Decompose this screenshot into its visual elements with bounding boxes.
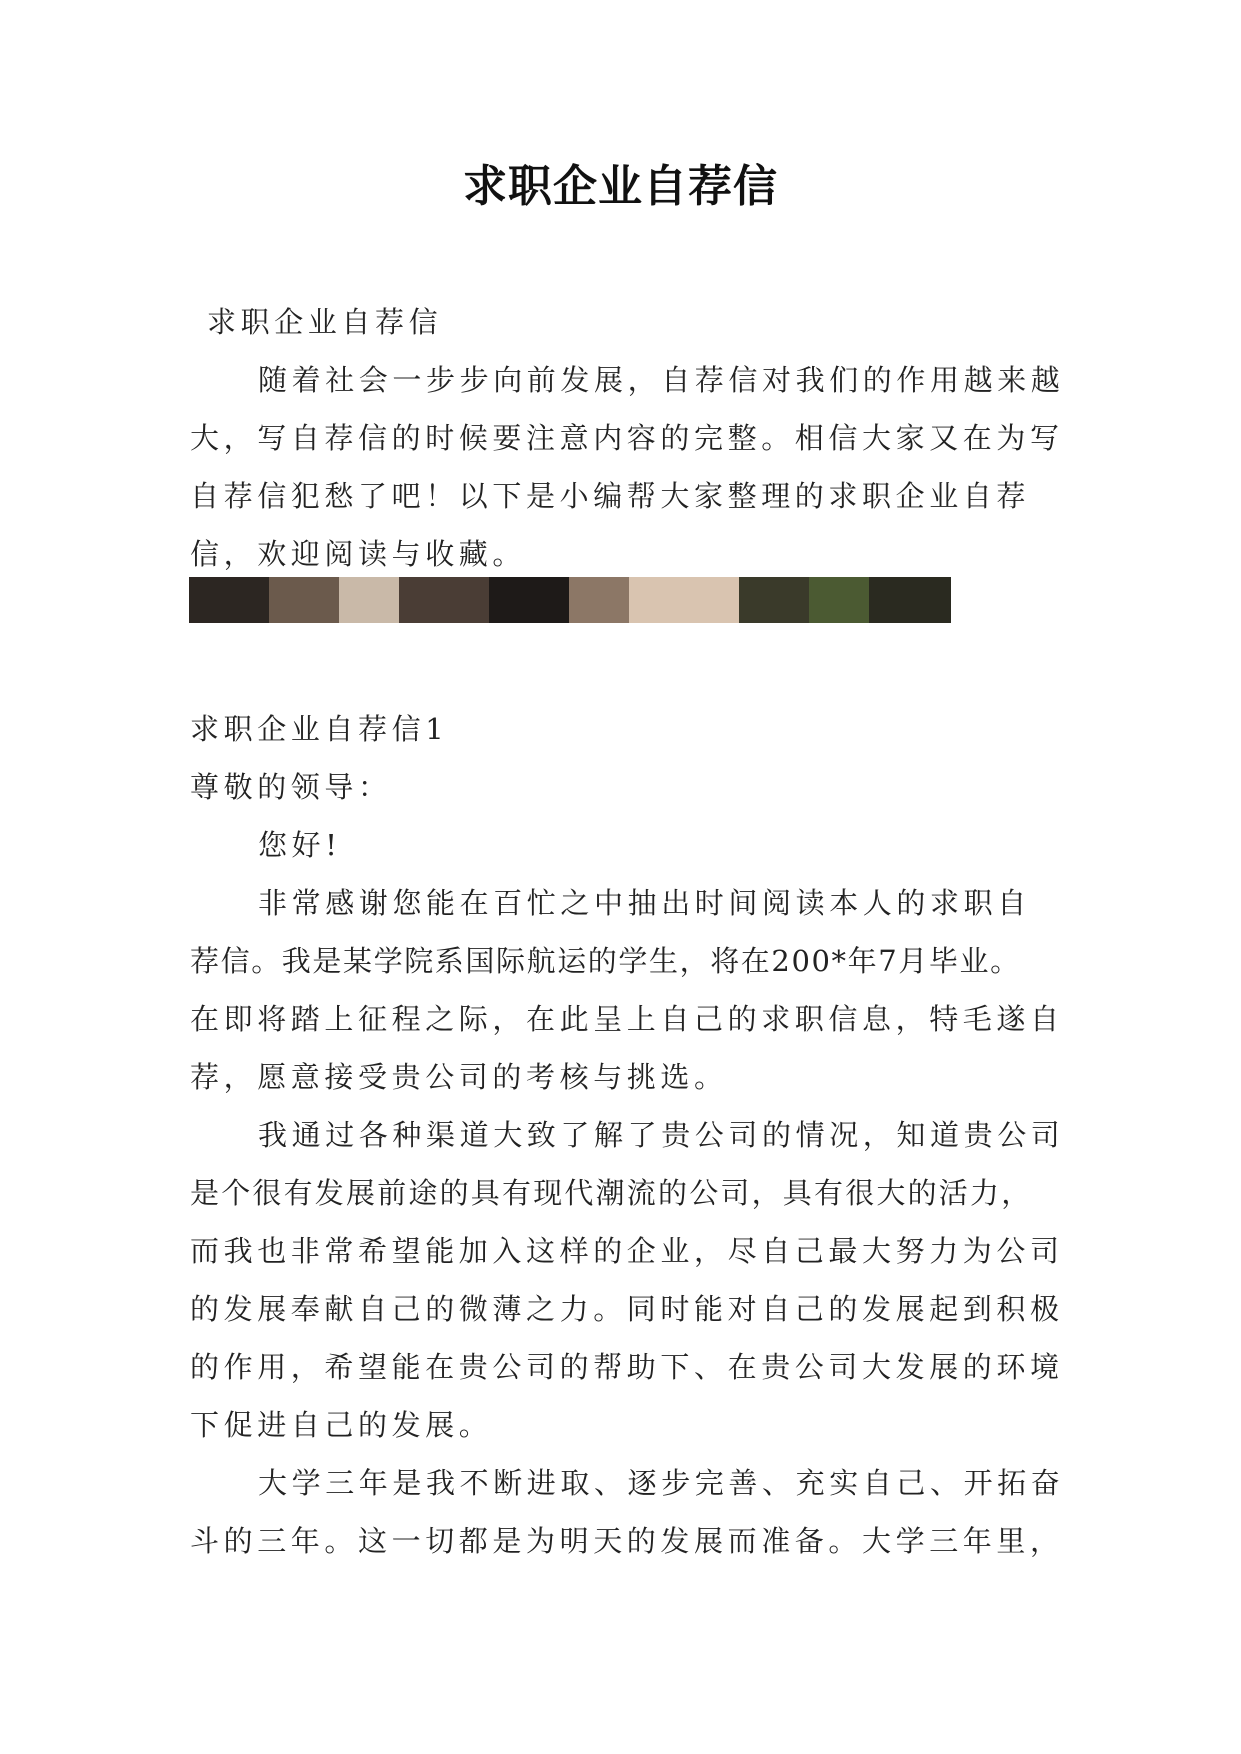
paragraph-line: 在即将踏上征程之际，在此呈上自己的求职信息，特毛遂自 [190,1002,1064,1036]
paragraph-line: 荐，愿意接受贵公司的考核与挑选。 [190,1060,728,1094]
paragraph-line: 是个很有发展前途的具有现代潮流的公司，具有很大的活力， [190,1176,1033,1210]
intro-heading: 求职企业自荐信 [207,305,443,339]
section-heading: 求职企业自荐信1 [190,712,449,746]
salutation: 尊敬的领导： [190,770,392,804]
intro-line: 自荐信犯愁了吧！以下是小编帮大家整理的求职企业自荐 [190,479,1031,513]
paragraph-line: 我通过各种渠道大致了解了贵公司的情况，知道贵公司 [258,1118,1065,1152]
paragraph-line: 荐信。我是某学院系国际航运的学生，将在200*年7月毕业。 [190,944,1021,978]
intro-line: 随着社会一步步向前发展，自荐信对我们的作用越来越 [258,363,1065,397]
paragraph-line: 的发展奉献自己的微薄之力。同时能对自己的发展起到积极 [190,1292,1064,1326]
document-title: 求职企业自荐信 [463,161,778,212]
paragraph-line: 而我也非常希望能加入这样的企业，尽自己最大努力为公司 [190,1234,1064,1268]
intro-line: 信，欢迎阅读与收藏。 [190,537,527,571]
greeting: 您好! [258,828,342,862]
cropped-photo [189,577,951,623]
paragraph-line: 斗的三年。这一切都是为明天的发展而准备。大学三年里， [190,1524,1064,1558]
paragraph-line: 大学三年是我不断进取、逐步完善、充实自己、开拓奋 [258,1466,1065,1500]
paragraph-line: 的作用，希望能在贵公司的帮助下、在贵公司大发展的环境 [190,1350,1064,1384]
paragraph-line: 下促进自己的发展。 [190,1408,493,1442]
intro-line: 大，写自荐信的时候要注意内容的完整。相信大家又在为写 [190,421,1064,455]
paragraph-line: 非常感谢您能在百忙之中抽出时间阅读本人的求职自 [258,886,1031,920]
